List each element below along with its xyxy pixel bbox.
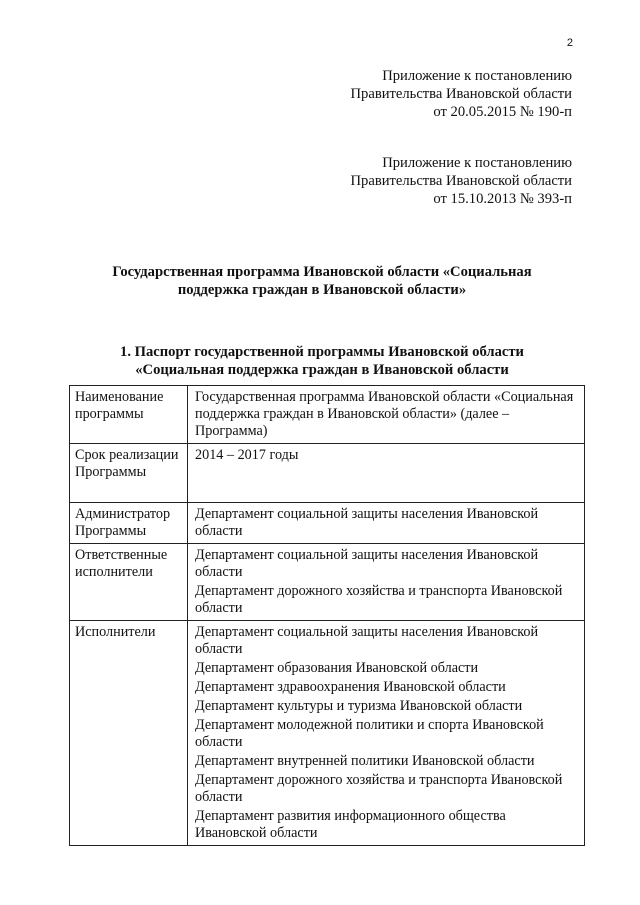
- row-label: Ответственные исполнители: [70, 544, 188, 621]
- value-entry: Департамент развития информационного общества Ивановской области: [195, 808, 506, 841]
- table-row: [70, 444, 585, 503]
- value-entry: 2014 – 2017 годы: [195, 447, 299, 463]
- value-entry: Департамент образования Ивановской области: [195, 660, 479, 676]
- section-title-line: 1. Паспорт государственной программы Ивановской области: [120, 344, 524, 360]
- appendix-line: Правительства Ивановской области: [350, 173, 572, 189]
- appendix-line: Правительства Ивановской области: [350, 86, 572, 102]
- row-value: [188, 386, 585, 444]
- page-number: 2: [566, 37, 573, 49]
- row-value: [188, 544, 585, 621]
- appendix-line: Приложение к постановлению: [382, 68, 572, 84]
- value-entry: Департамент здравоохранения Ивановской области: [195, 679, 506, 695]
- row-label: Срок реализации Программы: [70, 444, 188, 503]
- table-row: [70, 503, 585, 544]
- value-entry: Департамент культуры и туризма Ивановской области: [195, 698, 523, 714]
- appendix-line: Приложение к постановлению: [382, 155, 572, 171]
- value-entry: Департамент социальной защиты населения Ивановской области: [195, 624, 539, 657]
- appendix-note-original: [252, 154, 572, 208]
- appendix-note-current: [252, 67, 572, 121]
- value-entry: Департамент молодежной политики и спорта Ивановской области: [195, 717, 544, 750]
- passport-table: [69, 385, 585, 846]
- row-value: [188, 444, 585, 503]
- program-title-line: Государственная программа Ивановской области «Социальная: [112, 264, 532, 280]
- program-title: [74, 263, 570, 299]
- program-title-line: поддержка граждан в Ивановской области»: [177, 282, 467, 298]
- row-value: [188, 503, 585, 544]
- table-row: [70, 386, 585, 444]
- section-title: [74, 343, 570, 379]
- table-row: [70, 621, 585, 846]
- value-entry: Государственная программа Ивановской области «Социальная поддержка граждан в Ивановской области» (далее – Программа): [195, 389, 574, 439]
- value-entry: Департамент дорожного хозяйства и транспорта Ивановской области: [195, 583, 563, 616]
- value-entry: Департамент дорожного хозяйства и транспорта Ивановской области: [195, 772, 563, 805]
- value-entry: Департамент социальной защиты населения Ивановской области: [195, 547, 539, 580]
- appendix-line: от 20.05.2015 № 190-п: [433, 104, 572, 120]
- section-title-line: «Социальная поддержка граждан в Ивановской области: [135, 362, 509, 378]
- value-entry: Департамент внутренней политики Ивановской области: [195, 753, 535, 769]
- value-entry: Департамент социальной защиты населения Ивановской области: [195, 506, 539, 539]
- appendix-line: от 15.10.2013 № 393-п: [433, 191, 572, 207]
- table-row: [70, 544, 585, 621]
- row-label: Администратор Программы: [70, 503, 188, 544]
- row-label: Исполнители: [70, 621, 188, 846]
- row-value: [188, 621, 585, 846]
- row-label: Наименование программы: [70, 386, 188, 444]
